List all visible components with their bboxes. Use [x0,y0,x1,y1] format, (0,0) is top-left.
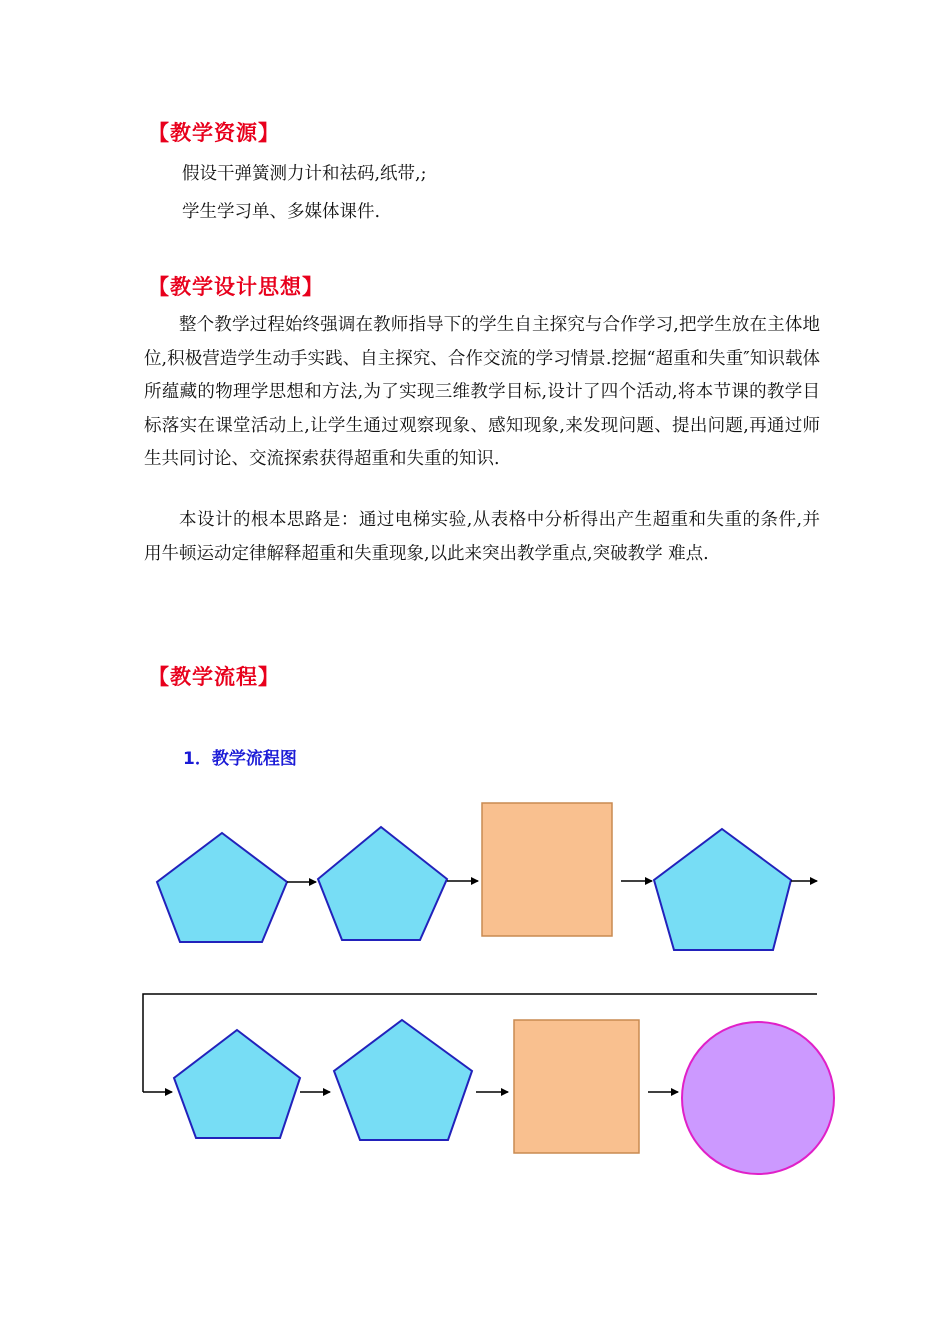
section-heading-design: 【教学设计思想】 [148,275,324,299]
design-paragraph-2: 本设计的根本思路是：通过电梯实验,从表格中分析得出产生超重和失重的条件,并用牛顿运动定律解释超重和失重现象,以此来突出教学重点,突破教学 难点. [144,510,820,564]
flow-step-pentagon-5 [334,1020,472,1140]
flow-step-pentagon-3 [654,829,791,950]
teaching-flowchart [0,790,950,1190]
resources-line-2: 学生学习单、多媒体课件. [182,202,381,222]
design-paragraph-1: 整个教学过程始终强调在教师指导下的学生自主探究与合作学习,把学生放在主体地位,积极营造学生动手实践、自主探究、合作交流的学习情景.挖掘“超重和失重″知识载体所蕴藏的物理学思想和方法,为了实现三维教学目标,设计了四个活动,将本节课的教学目标落实在课堂活动上,让学生通过观察现象、感知现象,来发现问题、提出问题,再通过师生共同讨论、交流探索获得超重和失重的知识. [144,315,820,469]
flow-step-pentagon-2 [318,827,447,940]
flow-step-pentagon-4 [174,1030,300,1138]
section-heading-process: 【教学流程】 [148,665,280,689]
resources-line-1: 假设干弹簧测力计和祛码,纸带,; [182,164,427,184]
flow-step-circle [682,1022,834,1174]
flow-step-pentagon-1 [157,833,287,942]
flow-step-square-2 [514,1020,639,1153]
flow-step-square-1 [482,803,612,936]
flowchart-subheading: 1．教学流程图 [183,749,297,769]
section-heading-resources: 【教学资源】 [148,121,280,145]
